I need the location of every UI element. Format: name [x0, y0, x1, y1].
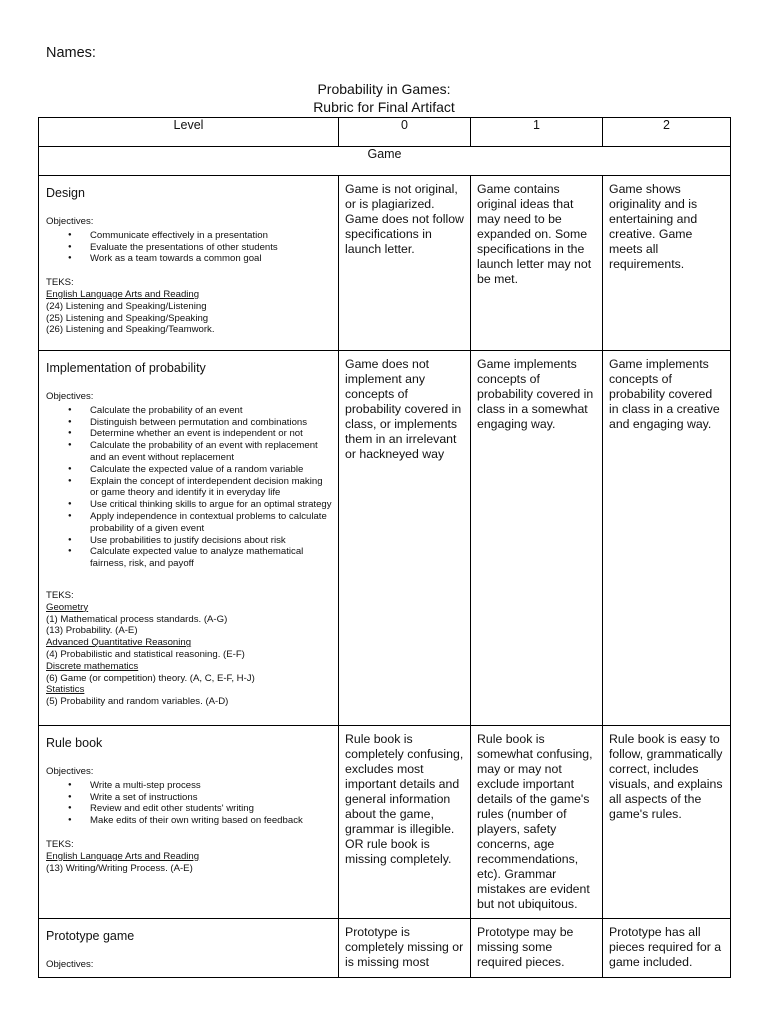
teks-item: (24) Listening and Speaking/Listening: [46, 300, 207, 312]
list-item: ● Evaluate the presentations of other students: [90, 242, 332, 254]
teks-item: (6) Game (or competition) theory. (A, C, E-F, H-J): [46, 672, 255, 684]
criterion-cell: [39, 176, 339, 351]
title-line-2: Rubric for Final Artifact: [313, 99, 455, 115]
teks-item: (13) Probability. (A-E): [46, 625, 138, 637]
teks-subject: Advanced Quantitative Reasoning: [46, 637, 192, 649]
table-row: [39, 351, 731, 726]
objectives-list: [46, 780, 332, 827]
page-title: [0, 80, 768, 116]
teks-item: (26) Listening and Speaking/Teamwork.: [46, 324, 215, 336]
teks-subject: English Language Arts and Reading: [46, 850, 200, 862]
criterion-title: Implementation of probability: [46, 361, 206, 375]
level-0-cell: Game is not original, or is plagiarized. Game does not follow specifications in launch letter.: [339, 176, 471, 351]
table-row: [39, 919, 731, 978]
list-item: ● Write a multi-step process: [90, 780, 332, 792]
level-1-cell: Prototype may be missing some required pieces.: [471, 919, 603, 978]
criterion-title: Rule book: [46, 736, 103, 750]
teks-subject: Statistics: [46, 684, 85, 696]
list-item: ● Work as a team towards a common goal: [90, 253, 332, 265]
objectives-label: Objectives:: [46, 391, 94, 402]
criterion-title: Design: [46, 186, 85, 200]
level-2-cell: Game implements concepts of probability covered in class in a creative and engaging way.: [603, 351, 731, 726]
list-item: ● Make edits of their own writing based on feedback: [90, 815, 332, 827]
objectives-label: Objectives:: [46, 959, 94, 970]
list-item: ● Calculate the probability of an event with replacement and an event without replacement: [90, 440, 332, 464]
section-title: Game: [39, 147, 731, 176]
criterion-title: Prototype game: [46, 929, 135, 943]
list-item: ● Calculate the expected value of a random variable: [90, 464, 332, 476]
header-cell-2: 2: [603, 118, 731, 147]
list-item: ● Calculate expected value to analyze mathematical fairness, risk, and payoff: [90, 546, 332, 570]
teks-subject: Discrete mathematics: [46, 660, 139, 672]
objectives-label: Objectives:: [46, 216, 94, 227]
section-row: [39, 147, 731, 176]
criterion-cell: [39, 919, 339, 978]
objectives-list: [46, 230, 332, 265]
table-row: [39, 726, 731, 919]
header-cell-1: 1: [471, 118, 603, 147]
level-2-cell: Game shows originality and is entertaining and creative. Game meets all requirements.: [603, 176, 731, 351]
objectives-list: [46, 405, 332, 570]
list-item: ● Determine whether an event is independent or not: [90, 428, 332, 440]
list-item: ● Use critical thinking skills to argue for an optimal strategy: [90, 499, 332, 511]
level-2-cell: Prototype has all pieces required for a game included.: [603, 919, 731, 978]
teks-item: (13) Writing/Writing Process. (A-E): [46, 862, 193, 874]
list-item: ● Explain the concept of interdependent decision making or game theory and identify it in everyday life: [90, 476, 332, 500]
teks-subject: Geometry: [46, 601, 89, 613]
names-label: Names:: [46, 45, 96, 61]
level-0-cell: Game does not implement any concepts of probability covered in class, or implements them in an irrelevant or hackneyed way: [339, 351, 471, 726]
level-1-cell: Game contains original ideas that may need to be expanded on. Some specifications in the launch letter may not be met.: [471, 176, 603, 351]
teks-label: TEKS:: [46, 277, 74, 289]
list-item: ● Use probabilities to justify decisions about risk: [90, 535, 332, 547]
teks-item: (5) Probability and random variables. (A-D): [46, 696, 229, 708]
teks-item: (4) Probabilistic and statistical reasoning. (E-F): [46, 648, 245, 660]
list-item: ● Write a set of instructions: [90, 792, 332, 804]
list-item: ● Communicate effectively in a presentation: [90, 230, 332, 242]
header-cell-0: 0: [339, 118, 471, 147]
teks-item: (25) Listening and Speaking/Speaking: [46, 312, 209, 324]
list-item: ● Distinguish between permutation and combinations: [90, 417, 332, 429]
criterion-cell: [39, 351, 339, 726]
teks-label: TEKS:: [46, 838, 74, 850]
list-item: ● Calculate the probability of an event: [90, 405, 332, 417]
rubric-table: [38, 117, 731, 978]
title-line-1: Probability in Games:: [317, 81, 451, 97]
list-item: ● Review and edit other students' writing: [90, 803, 332, 815]
teks-subject: English Language Arts and Reading: [46, 288, 200, 300]
header-cell-level: Level: [39, 118, 339, 147]
header-row: [39, 118, 731, 147]
teks-label: TEKS:: [46, 589, 74, 601]
level-0-cell: Prototype is completely missing or is missing most: [339, 919, 471, 978]
teks-item: (1) Mathematical process standards. (A-G): [46, 613, 228, 625]
objectives-label: Objectives:: [46, 766, 94, 777]
table-row: [39, 176, 731, 351]
level-1-cell: Rule book is somewhat confusing, may or may not exclude important details of the game's rules (number of players, safety concerns, age recommendations, etc). Grammar mistakes are evident but not ubiquitous.: [471, 726, 603, 919]
level-2-cell: Rule book is easy to follow, grammatically correct, includes visuals, and explains all aspects of the game's rules.: [603, 726, 731, 919]
level-1-cell: Game implements concepts of probability covered in class in a somewhat engaging way.: [471, 351, 603, 726]
level-0-cell: Rule book is completely confusing, excludes most important details and general information about the game, grammar is illegible. OR rule book is missing completely.: [339, 726, 471, 919]
list-item: ● Apply independence in contextual problems to calculate probability of a given event: [90, 511, 332, 535]
criterion-cell: [39, 726, 339, 919]
